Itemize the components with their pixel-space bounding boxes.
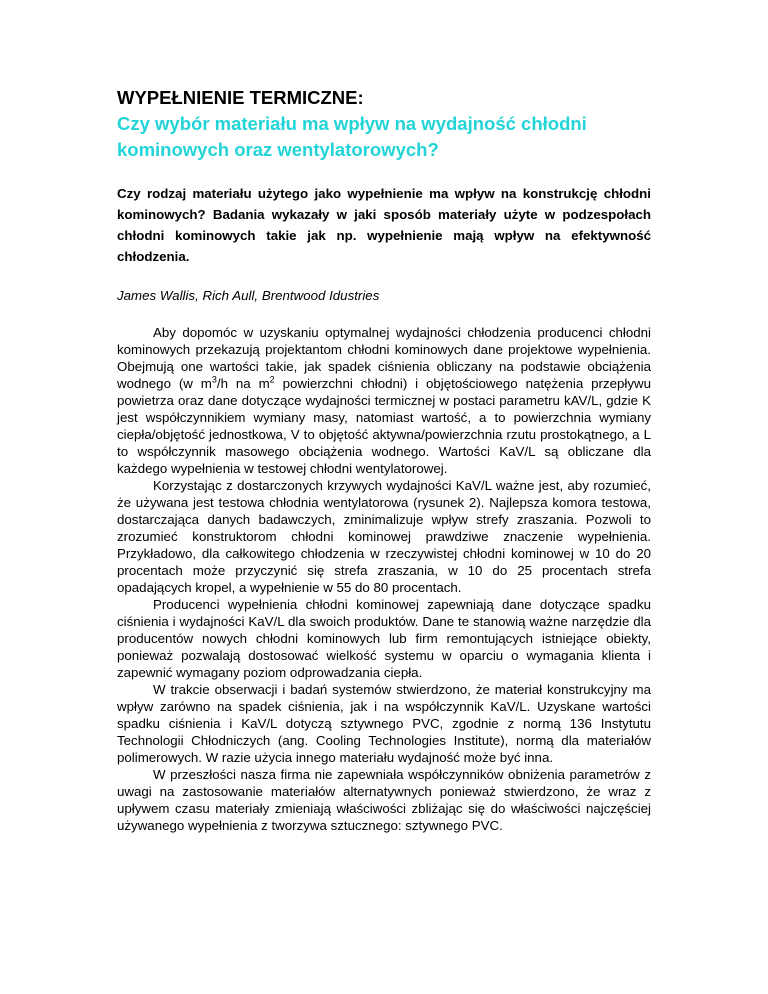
article-subtitle: Czy wybór materiału ma wpływ na wydajność chłodni kominowych oraz wentylatorowych? [117, 113, 587, 160]
paragraph-3: Producenci wypełnienia chłodni kominowej zapewniają dane dotyczące spadku ciśnienia i wydajności KaV/L dla swoich produktów. Dane te stanowią ważne narzędzie dla producentów nowych chłodni kominowych lub firm remontujących istniejące obiekty, ponieważ pozwalają dostosować wielkość systemu w oparciu o wymagania klienta i zapewnić wymagany poziom odprowadzania ciepła. [117, 597, 651, 680]
paragraph-2: Korzystając z dostarczonych krzywych wydajności KaV/L ważne jest, aby rozumieć, że używana jest testowa chłodnia wentylatorowa (rysunek 2). Najlepsza komora testowa, dostarczająca danych badawczych, zminimalizuje wpływ strefy zraszania. Pozwoli to zrozumieć konstruktorom chłodni kominowej prawdziwe znaczenie wypełnienia. Przykładowo, dla całkowitego chłodzenia w rzeczywistej chłodni kominowej w 10 do 20 procentach może przyczynić się strefa zraszania, w 10 do 25 procentach strefa opadających kropel, a wypełnienie w 55 do 80 procentach. [117, 478, 651, 595]
article-lead: Czy rodzaj materiału użytego jako wypełnienie ma wpływ na konstrukcję chłodni kominowych? Badania wykazały w jaki sposób materiały użyte w podzespołach chłodni kominowych takie jak np. wypełnienie mają wpływ na efektywność chłodzenia. [117, 186, 651, 264]
superscript-2: 2 [269, 374, 275, 385]
paragraph-1-part-c: powierzchni chłodni) i objętościowego natężenia przepływu powietrza oraz dane dotyczące wydajności termicznej w postaci parametru kAV/L, gdzie K jest współczynnikiem wymiany masy, natomiast wartość, a to powierzchnia wymiany ciepła/objętość jednostkowa, V to objętość aktywna/powierzchnia rzutu prostokątnego, a L to współczynnik masowego obciążenia wodnego. Wartości KaV/L są obliczane dla każdego wypełnienia w testowej chłodni wentylatorowej. [117, 376, 652, 476]
paragraph-4: W trakcie obserwacji i badań systemów stwierdzono, że materiał konstrukcyjny ma wpływ zarówno na spadek ciśnienia, jak i na współczynnik KaV/L. Uzyskane wartości spadku ciśnienia i KaV/L dotyczą sztywnego PVC, zgodnie z normą 136 Instytutu Technologii Chłodniczych (ang. Cooling Technologies Institute), normą dla materiałów polimerowych. W razie użycia innego materiału wydajność może być inna. [117, 682, 651, 765]
superscript-3: 3 [211, 374, 217, 385]
article-body [117, 324, 651, 834]
paragraph-1-part-a: Aby dopomóc w uzyskaniu optymalnej wydajności chłodzenia producenci chłodni kominowych przekazują projektantom chłodni kominowych dane projektowe wypełnienia. Obejmują one wartości takie, jak spadek ciśnienia obliczany na podstawie obciążenia wodnego (w m [117, 325, 651, 391]
paragraph-5: W przeszłości nasza firma nie zapewniała współczynników obniżenia parametrów z uwagi na zastosowanie materiałów alternatywnych ponieważ stwierdzono, że wraz z upływem czasu materiały zmieniają właściwości zbliżając się do właściwości najczęściej używanego wypełnienia z tworzywa sztucznego: sztywnego PVC. [117, 767, 651, 833]
article-title: WYPEŁNIENIE TERMICZNE: [117, 87, 364, 108]
article-authors: James Wallis, Rich Aull, Brentwood Idustries [117, 288, 380, 303]
paragraph-1-part-b: /h na m [216, 376, 270, 391]
paragraph-1 [117, 324, 651, 477]
article [117, 84, 651, 834]
